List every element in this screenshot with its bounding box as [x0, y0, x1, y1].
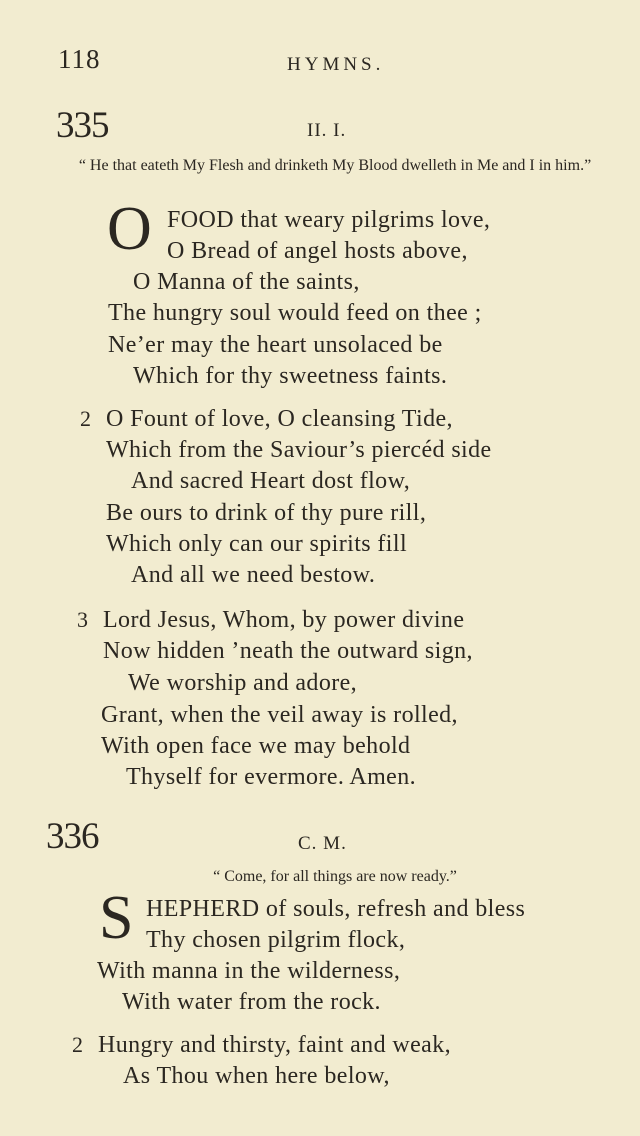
hymn-336-s1-line-1: HEPHERD of souls, refresh and bless [146, 896, 526, 922]
hymn-335-s1-line-2: O Bread of angel hosts above, [167, 238, 468, 264]
hymn-336-s1-line-4: With water from the rock. [122, 989, 381, 1015]
hymn-335-dropcap: O [107, 195, 152, 263]
hymn-335-s1-line-6: Which for thy sweetness faints. [133, 363, 448, 389]
hymn-335-stanza-2-number: 2 [80, 406, 91, 431]
hymn-335-s1-line-4: The hungry soul would feed on thee ; [108, 300, 482, 326]
hymn-336-meter: C. M. [298, 833, 347, 854]
hymn-335-s3-line-5: With open face we may behold [101, 733, 411, 759]
page-number: 118 [58, 44, 101, 74]
hymn-335-s2-line-4: Be ours to drink of thy pure rill, [106, 500, 427, 526]
hymn-335-s1-line-3: O Manna of the saints, [133, 269, 360, 295]
hymn-335-s3-line-1: Lord Jesus, Whom, by power divine [103, 607, 465, 633]
hymn-335-s3-line-2: Now hidden ’neath the outward sign, [103, 638, 473, 664]
hymn-number-335: 335 [56, 105, 109, 146]
hymn-335-s3-line-4: Grant, when the veil away is rolled, [101, 702, 458, 728]
hymn-336-s1-line-2: Thy chosen pilgrim flock, [146, 927, 406, 953]
hymn-335-meter: II. I. [307, 120, 347, 141]
running-head: HYMNS. [287, 54, 385, 75]
hymn-335-s2-line-5: Which only can our spirits fill [106, 531, 408, 557]
hymn-335-s2-line-3: And sacred Heart dost flow, [131, 468, 411, 494]
hymn-335-s1-line-1: FOOD that weary pilgrims love, [167, 207, 491, 233]
hymn-335-s3-line-3: We worship and adore, [128, 670, 358, 696]
hymn-336-s2-line-2: As Thou when here below, [123, 1063, 390, 1089]
hymn-336-dropcap: S [99, 884, 134, 952]
hymn-335-epigraph: “ He that eateth My Flesh and drinketh My Blood dwelleth in Me and I in him.” [78, 157, 592, 174]
hymn-335-stanza-3-number: 3 [77, 607, 88, 632]
hymn-335-s2-line-1: O Fount of love, O cleansing Tide, [106, 406, 453, 432]
hymn-335-s2-line-6: And all we need bestow. [131, 562, 376, 588]
hymn-336-s2-line-1: Hungry and thirsty, faint and weak, [98, 1032, 452, 1058]
hymn-335-s1-line-5: Ne’er may the heart unsolaced be [108, 332, 443, 358]
hymn-336-s1-line-3: With manna in the wilderness, [97, 958, 401, 984]
hymn-335-s3-line-6: Thyself for evermore. Amen. [126, 764, 417, 790]
hymn-336-epigraph: “ Come, for all things are now ready.” [213, 868, 457, 885]
hymn-336-stanza-2-number: 2 [72, 1032, 83, 1057]
hymn-335-s2-line-2: Which from the Saviour’s piercéd side [106, 437, 492, 463]
hymn-number-336: 336 [46, 816, 99, 857]
